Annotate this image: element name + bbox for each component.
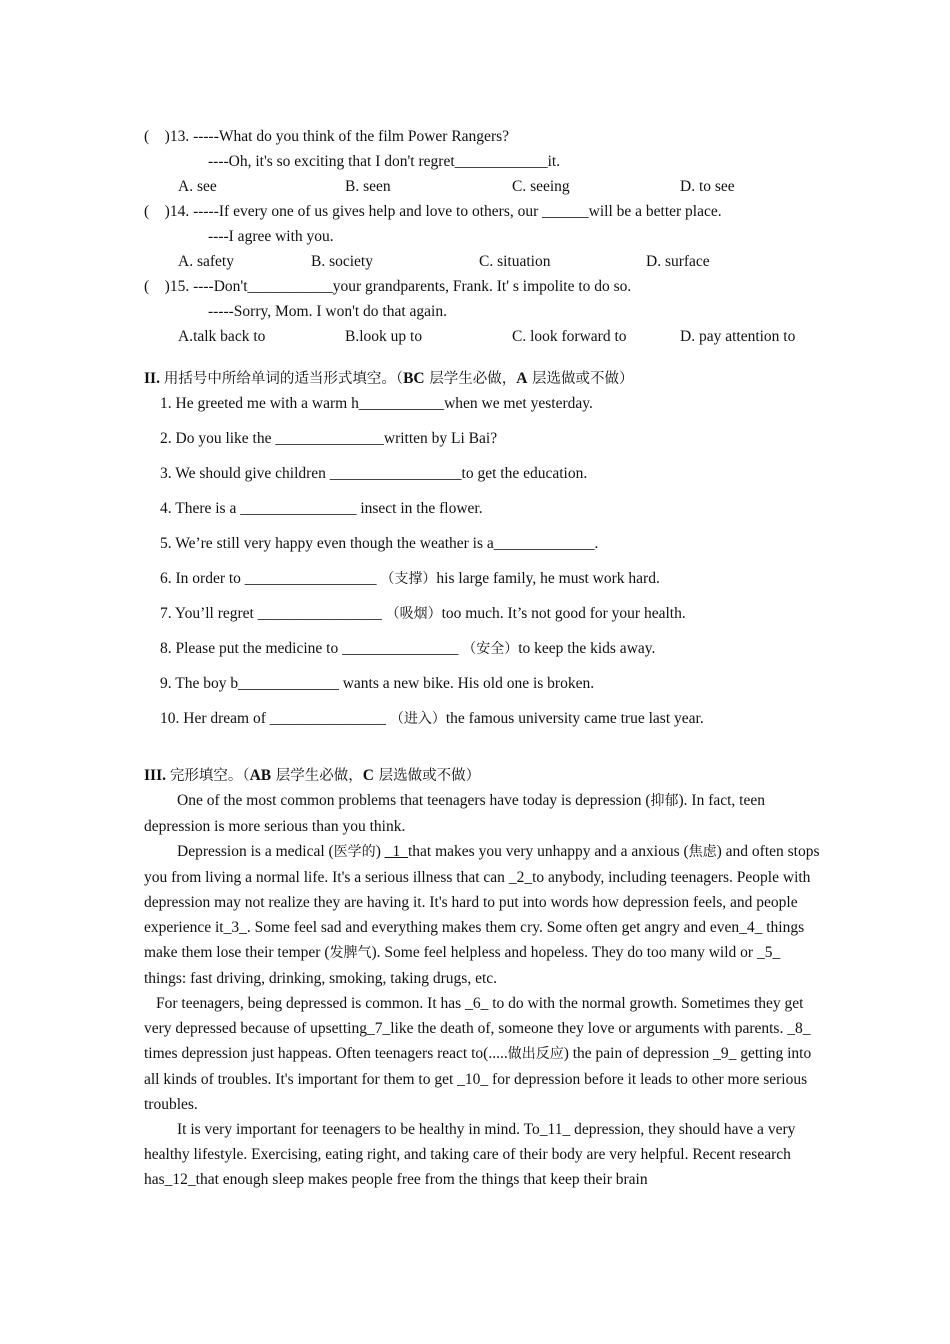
blank-2: _2_	[508, 869, 533, 886]
question-reply: ----I agree with you.	[208, 228, 334, 245]
fill-item: 4. There is a _______________ insect in the flower.	[160, 500, 483, 517]
fill-item: 7. You’ll regret ________________ （吸烟）too much. It’s not good for your health.	[160, 605, 686, 622]
fill-item: 9. The boy b_____________ wants a new bike. His old one is broken.	[160, 675, 595, 692]
blank-7: _7_	[366, 1020, 391, 1037]
question-reply: -----Sorry, Mom. I won't do that again.	[208, 303, 447, 320]
option-a[interactable]: A. safety	[178, 253, 234, 270]
question-stem: ( )14. -----If every one of us gives help and love to others, our ______will be a better place.	[144, 203, 722, 220]
blank-4: _4_	[739, 919, 763, 936]
worksheet-page	[144, 124, 824, 1192]
hint: （进入）	[389, 711, 446, 727]
section-3-title: III. 完形填空。（AB 层学生必做，C 层选做或不做）	[144, 767, 481, 784]
fill-item: 8. Please put the medicine to _______________ （安全）to keep the kids away.	[160, 640, 656, 657]
option-row	[144, 324, 824, 349]
question-stem: ( )15. ----Don't___________your grandparents, Frank. It' s impolite to do so.	[144, 278, 632, 295]
question-stem: ( )13. -----What do you think of the film Power Rangers?	[144, 128, 510, 145]
option-row	[144, 174, 824, 199]
option-b[interactable]: B.look up to	[345, 328, 423, 345]
option-d[interactable]: D. surface	[646, 253, 710, 270]
fill-item: 10. Her dream of _______________ （进入）the famous university came true last year.	[160, 710, 704, 727]
fill-item: 6. In order to _________________ （支撑）his large family, he must work hard.	[160, 570, 660, 587]
blank-3: _3_	[223, 919, 247, 936]
option-c[interactable]: C. look forward to	[512, 328, 627, 345]
blank-1: _1_	[384, 843, 408, 860]
fill-item: 2. Do you like the ______________written by Li Bai?	[160, 430, 498, 447]
blank-5: _5_	[756, 944, 781, 961]
option-d[interactable]: D. pay attention to	[680, 328, 796, 345]
section-2-title: II. 用括号中所给单词的适当形式填空。（BC 层学生必做，A 层选做或不做）	[144, 370, 634, 387]
option-b[interactable]: B. society	[311, 253, 373, 270]
cloze-paragraph-2: Depression is a medical (医学的) _1_that makes you very unhappy and a anxious (焦虑) and often stops you from living a normal life. It's a serious illness that can _2_to anybody, including teenagers. People with depression may not realize they are having it. It's hard to put into words how depression feels, and people experience it_3_. Some feel sad and everything makes them cry. Some often get angry and even_4_ things make them lose their temper (发脾气). Some feel helpless and hopeless. They do too many wild or _5_ things: fast driving, drinking, smoking, taking drugs, etc.	[144, 843, 820, 987]
cloze-paragraph-1: One of the most common problems that teenagers have today is depression (抑郁). In fact, teen depression is more serious than you think.	[144, 792, 765, 835]
option-b[interactable]: B. seen	[345, 178, 391, 195]
fill-item: 5. We’re still very happy even though the weather is a_____________.	[160, 535, 599, 552]
option-d[interactable]: D. to see	[680, 178, 735, 195]
mcq-question-15	[144, 274, 824, 349]
option-a[interactable]: A. see	[178, 178, 217, 195]
mcq-question-13	[144, 124, 824, 199]
hint: （支撑）	[380, 571, 437, 587]
option-c[interactable]: C. seeing	[512, 178, 570, 195]
blank-8: _8_	[787, 1020, 811, 1037]
hint: （吸烟）	[385, 606, 442, 622]
blank-12: _12_	[164, 1171, 196, 1188]
blank-11: _11_	[539, 1121, 571, 1138]
blank-6: _6_	[465, 995, 489, 1012]
blank-9: _9_	[713, 1045, 737, 1062]
option-a[interactable]: A.talk back to	[178, 328, 266, 345]
mcq-question-14	[144, 199, 824, 274]
question-reply: ----Oh, it's so exciting that I don't regret____________it.	[208, 153, 561, 170]
fill-item: 1. He greeted me with a warm h___________when we met yesterday.	[160, 395, 593, 412]
hint: （安全）	[462, 641, 519, 657]
cloze-paragraph-3: For teenagers, being depressed is common. It has _6_ to do with the normal growth. Sometimes they get very depressed because of upsetting_7_like the death of, someone they love or arguments with parents. _8_ times depression just happeas. Often teenagers react to(.....做出反应) the pain of depression _9_ getting into all kinds of troubles. It's important for them to get _10_ for depression before it leads to other more serious troubles.	[144, 995, 812, 1113]
cloze-paragraph-4: It is very important for teenagers to be healthy in mind. To_11_ depression, they should have a very healthy lifestyle. Exercising, eating right, and taking care of their body are very helpful. Recent research has_12_that enough sleep makes people free from the things that keep their brain	[144, 1121, 796, 1188]
option-c[interactable]: C. situation	[479, 253, 551, 270]
option-row	[144, 249, 824, 274]
fill-in-list	[144, 391, 824, 741]
blank-10: _10_	[457, 1071, 489, 1088]
fill-item: 3. We should give children _________________to get the education.	[160, 465, 588, 482]
